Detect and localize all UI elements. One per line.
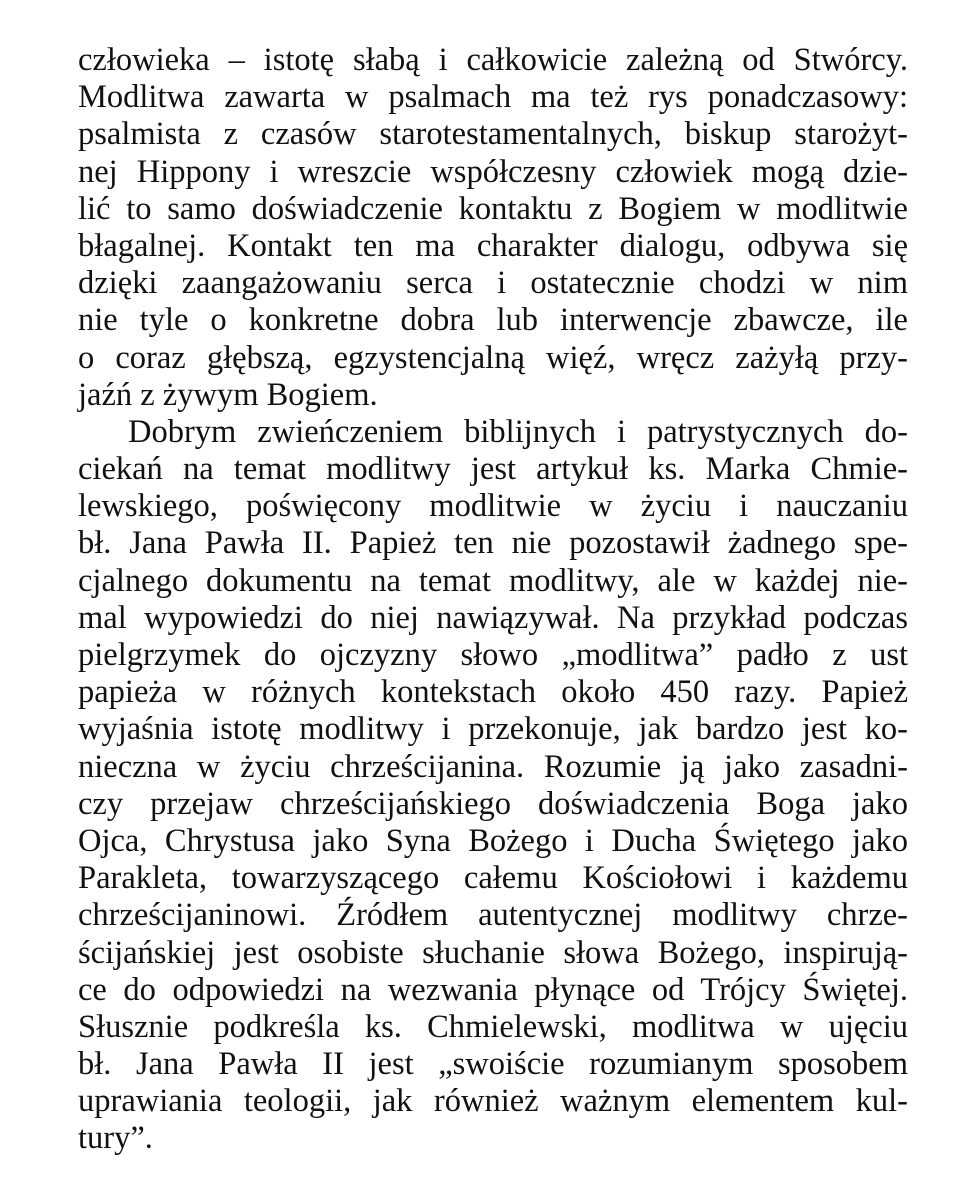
text-line: cjalnego dokumentu na temat modlitwy, ale w każdej nie- bbox=[78, 562, 908, 599]
text-line: wyjaśnia istotę modlitwy i przekonuje, jak bardzo jest ko- bbox=[78, 711, 908, 748]
text-line: ścijańskiej jest osobiste słuchanie słowa Bożego, inspirują- bbox=[78, 934, 908, 971]
text-line: tury”. bbox=[78, 1120, 153, 1157]
text-line: lić to samo doświadczenie kontaktu z Bogiem w modlitwie bbox=[78, 190, 908, 227]
text-line: człowieka – istotę słabą i całkowicie zależną od Stwórcy. bbox=[78, 42, 908, 78]
text-line: chrześcijaninowi. Źródłem autentycznej modlitwy chrze- bbox=[78, 897, 908, 934]
text-line: Parakleta, towarzyszącego całemu Kościołowi i każdemu bbox=[78, 860, 908, 897]
text-line: ciekań na temat modlitwy jest artykuł ks. Marka Chmie- bbox=[78, 451, 908, 488]
text-line: pielgrzymek do ojczyzny słowo „modlitwa” padło z ust bbox=[78, 637, 908, 673]
text-line: nie tyle o konkretne dobra lub interwencje zbawcze, ile bbox=[78, 302, 908, 339]
body-text bbox=[78, 42, 908, 1158]
text-line: Słusznie podkreśla ks. Chmielewski, modlitwa w ujęciu bbox=[78, 1008, 908, 1045]
text-line: Ojca, Chrystusa jako Syna Bożego i Ducha Świętego jako bbox=[78, 822, 908, 859]
text-line: psalmista z czasów starotestamentalnych, biskup starożyt- bbox=[78, 116, 908, 153]
text-line: lewskiego, poświęcony modlitwie w życiu i nauczaniu bbox=[78, 488, 908, 525]
text-line: czy przejaw chrześcijańskiego doświadczenia Boga jako bbox=[78, 785, 908, 822]
text-line: Modlitwa zawarta w psalmach ma też rys ponadczasowy: bbox=[78, 79, 908, 116]
text-line: uprawiania teologii, jak również ważnym elementem kul- bbox=[78, 1083, 908, 1120]
text-line: nieczna w życiu chrześcijanina. Rozumie ją jako zasadni- bbox=[78, 748, 908, 785]
text-line: błagalnej. Kontakt ten ma charakter dialogu, odbywa się bbox=[78, 227, 908, 264]
text-line: nej Hippony i wreszcie współczesny człowiek mogą dzie- bbox=[78, 153, 908, 190]
text-line: jaźń z żywym Bogiem. bbox=[78, 376, 378, 413]
text-line: papieża w różnych kontekstach około 450 razy. Papież bbox=[78, 674, 908, 711]
text-line: o coraz głębszą, egzystencjalną więź, wręcz zażyłą przy- bbox=[78, 339, 908, 376]
text-line: mal wypowiedzi do niej nawiązywał. Na przykład podczas bbox=[78, 599, 908, 636]
text-line: bł. Jana Pawła II. Papież ten nie pozostawił żadnego spe- bbox=[78, 525, 908, 562]
text-line: dzięki zaangażowaniu serca i ostatecznie chodzi w nim bbox=[78, 265, 908, 302]
text-line: bł. Jana Pawła II jest „swoiście rozumianym sposobem bbox=[78, 1046, 908, 1083]
paragraph-start-line: Dobrym zwieńczeniem biblijnych i patrystycznych do- bbox=[128, 413, 908, 450]
text-line: ce do odpowiedzi na wezwania płynące od Trójcy Świętej. bbox=[78, 971, 908, 1008]
